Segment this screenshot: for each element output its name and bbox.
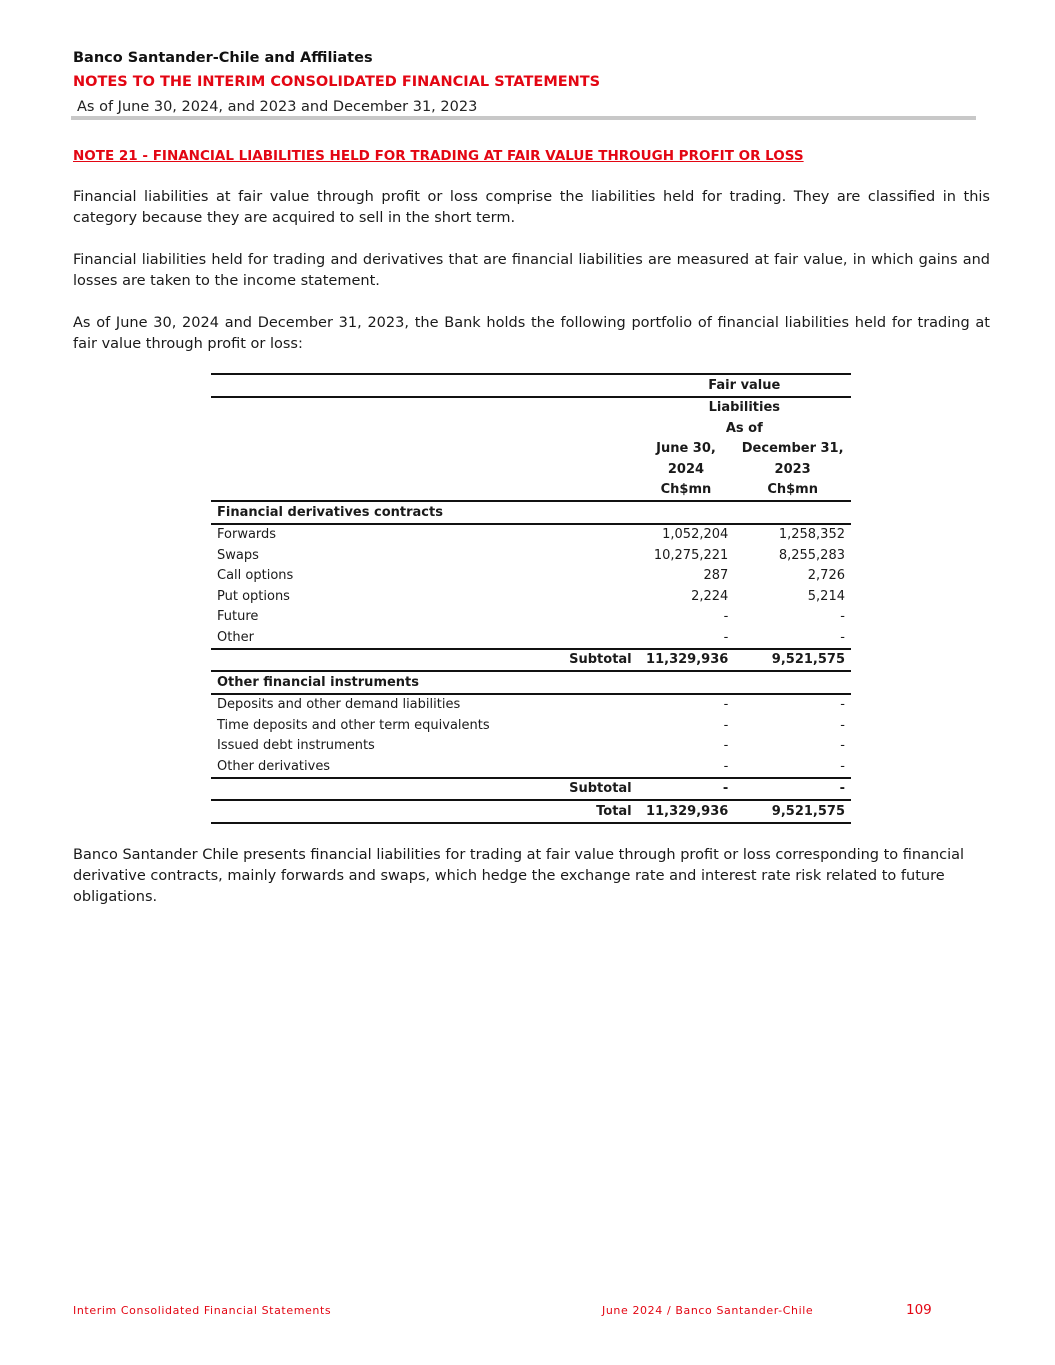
table-header-row (211, 459, 851, 480)
section-title-row (211, 501, 851, 524)
value-jun2024: - (723, 717, 729, 733)
paragraph-2: Financial liabilities held for trading and derivatives that are financial liabilities are measured at fair value, in which gains and losses are taken to the income statement. (73, 252, 990, 289)
value-jun2024: 10,275,221 (653, 547, 729, 563)
value-jun2024: - (723, 738, 729, 754)
notes-heading: NOTES TO THE INTERIM CONSOLIDATED FINANCIAL STATEMENTS (73, 74, 601, 90)
header-col1-unit: Ch$mn (638, 480, 735, 502)
row-label: Swaps (217, 547, 259, 563)
total-dec2023: 9,521,575 (734, 800, 851, 823)
row-label: Time deposits and other term equivalents (217, 717, 490, 733)
value-dec2023: - (840, 717, 845, 733)
header-col2-line2: 2023 (774, 461, 811, 477)
subtotal-dec2023: - (734, 778, 851, 801)
subtotal-dec2023: 9,521,575 (734, 649, 851, 672)
row-label: Other derivatives (211, 756, 638, 778)
header-liabilities: Liabilities (708, 400, 781, 416)
subtotal-row (211, 649, 851, 672)
header-fair-value: Fair value (638, 374, 851, 397)
table-row (211, 545, 851, 566)
company-name: Banco Santander-Chile and Affiliates (73, 50, 373, 66)
table-header-row (211, 439, 851, 460)
table-row (211, 736, 851, 757)
table-row (211, 586, 851, 607)
value-dec2023: 8,255,283 (778, 547, 845, 563)
header-as-of: As of (725, 420, 763, 436)
header-col1-line2: 2024 (667, 461, 705, 477)
paragraph-4: Banco Santander Chile presents financial liabilities for trading at fair value through profit or loss corresponding to financial derivative contracts, mainly forwards and swaps, which hedge the exchange rate and interest rate risk related to future obligations. (73, 847, 965, 905)
row-label: Call options (217, 568, 294, 584)
value-dec2023: 1,258,352 (778, 527, 845, 543)
value-dec2023: 5,214 (807, 588, 845, 604)
header-col2-line1: December 31, (741, 441, 844, 457)
table-row (211, 715, 851, 736)
value-jun2024: 1,052,204 (662, 527, 729, 543)
subtotal-row (211, 778, 851, 801)
table-header-row (211, 480, 851, 502)
value-dec2023: - (840, 609, 845, 625)
footer-document-title: Interim Consolidated Financial Statements (73, 1304, 332, 1317)
header-col1-line1: June 30, (656, 441, 716, 457)
table-header-row (211, 397, 851, 419)
page-number: 109 (906, 1302, 932, 1318)
paragraph-1: Financial liabilities at fair value through profit or loss comprise the liabilities held for trading. They are classified in this category because they are acquired to sell in the short term. (73, 189, 990, 226)
header-divider (71, 116, 976, 120)
date-line: As of June 30, 2024, and 2023 and December 31, 2023 (77, 99, 478, 115)
value-dec2023: - (734, 756, 851, 778)
subtotal-label: Subtotal (211, 778, 638, 801)
footer-period: June 2024 / Banco Santander-Chile (602, 1304, 814, 1317)
value-jun2024: 287 (703, 568, 729, 584)
section-other-title: Other financial instruments (211, 671, 638, 694)
value-dec2023: 2,726 (807, 568, 845, 584)
subtotal-label: Subtotal (211, 649, 638, 672)
subtotal-jun2024: - (638, 778, 735, 801)
value-jun2024: - (638, 756, 735, 778)
value-jun2024: - (723, 609, 729, 625)
row-label: Deposits and other demand liabilities (217, 697, 461, 713)
note-title: NOTE 21 - FINANCIAL LIABILITIES HELD FOR TRADING AT FAIR VALUE THROUGH PROFIT OR LOSS (73, 148, 804, 164)
total-label: Total (211, 800, 638, 823)
table-header-row (211, 418, 851, 439)
row-label: Issued debt instruments (217, 738, 375, 754)
section-title-row (211, 671, 851, 694)
value-dec2023: - (840, 738, 845, 754)
section-derivatives-title: Financial derivatives contracts (211, 501, 638, 524)
row-label: Forwards (217, 527, 277, 543)
table-row (211, 627, 851, 649)
table-row (211, 566, 851, 587)
table-row (211, 524, 851, 546)
row-label: Put options (217, 588, 290, 604)
table-row (211, 694, 851, 716)
table-row (211, 756, 851, 778)
total-jun2024: 11,329,936 (638, 800, 735, 823)
value-jun2024: 2,224 (691, 588, 729, 604)
table-header-row (211, 374, 851, 397)
value-jun2024: - (723, 697, 729, 713)
table-row (211, 607, 851, 628)
header-col2-unit: Ch$mn (734, 480, 851, 502)
row-label: Future (217, 609, 259, 625)
paragraph-3: As of June 30, 2024 and December 31, 2023, the Bank holds the following portfolio of financial liabilities held for trading at fair value through profit or loss: (73, 315, 990, 352)
total-row (211, 800, 851, 823)
value-jun2024: - (638, 627, 735, 649)
fair-value-table (211, 373, 851, 824)
value-dec2023: - (840, 697, 845, 713)
row-label: Other (211, 627, 638, 649)
value-dec2023: - (734, 627, 851, 649)
subtotal-jun2024: 11,329,936 (638, 649, 735, 672)
